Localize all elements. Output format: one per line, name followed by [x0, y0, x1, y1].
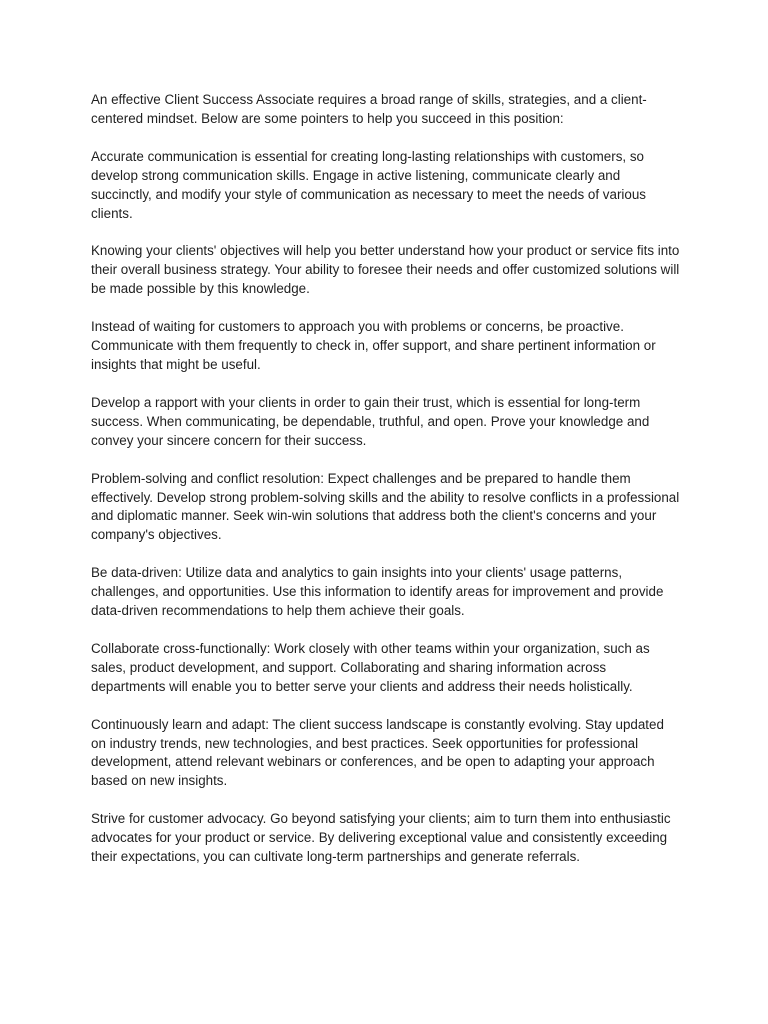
paragraph-intro: An effective Client Success Associate requires a broad range of skills, strategies, and a client-centered mindset. Below are some pointers to help you succeed in this position: [91, 92, 647, 126]
paragraph-data-driven: Be data-driven: Utilize data and analytics to gain insights into your clients' usage patterns, challenges, and opportunities. Use this information to identify areas for improvement and provide data-driven recommendations to help them achieve their goals. [91, 565, 664, 619]
paragraph-learn-adapt: Continuously learn and adapt: The client success landscape is constantly evolving. Stay updated on industry trends, new technologies, and best practices. Seek opportunities for professional development, attend relevant webinars or conferences, and be open to adapting your approach based on new insights. [91, 716, 664, 789]
paragraph-collaborate: Collaborate cross-functionally: Work closely with other teams within your organization, such as sales, product development, and support. Collaborating and sharing information across departments will enable you to better serve your clients and address their needs holistically. [91, 640, 650, 694]
paragraph-proactive: Instead of waiting for customers to approach you with problems or concerns, be proactive. Communicate with them frequently to check in, offer support, and share pertinent information or insights that might be useful. [91, 319, 656, 372]
paragraph-advocacy: Strive for customer advocacy. Go beyond satisfying your clients; aim to turn them into enthusiastic advocates for your product or service. By delivering exceptional value and consistently exceeding their expectations, you can cultivate long-term partnerships and generate referrals. [91, 811, 671, 865]
paragraph-communication: Accurate communication is essential for creating long-lasting relationships with customers, so develop strong communication skills. Engage in active listening, communicate clearly and succinctly, and modify your style of communication as necessary to meet the needs of various clients. [91, 148, 646, 221]
paragraph-problem-solving: Problem-solving and conflict resolution: Expect challenges and be prepared to handle them effectively. Develop strong problem-solving skills and the ability to resolve conflicts in a professional and diplomatic manner. Seek win-win solutions that address both the client's concerns and your company's objectives. [91, 470, 680, 543]
paragraph-objectives: Knowing your clients' objectives will help you better understand how your product or service fits into their overall business strategy. Your ability to foresee their needs and offer customized solutions will be made possible by this knowledge. [91, 243, 680, 297]
paragraph-rapport: Develop a rapport with your clients in order to gain their trust, which is essential for long-term success. When communicating, be dependable, truthful, and open. Prove your knowledge and convey your sincere concern for their success. [91, 394, 650, 448]
document-body [91, 91, 681, 867]
